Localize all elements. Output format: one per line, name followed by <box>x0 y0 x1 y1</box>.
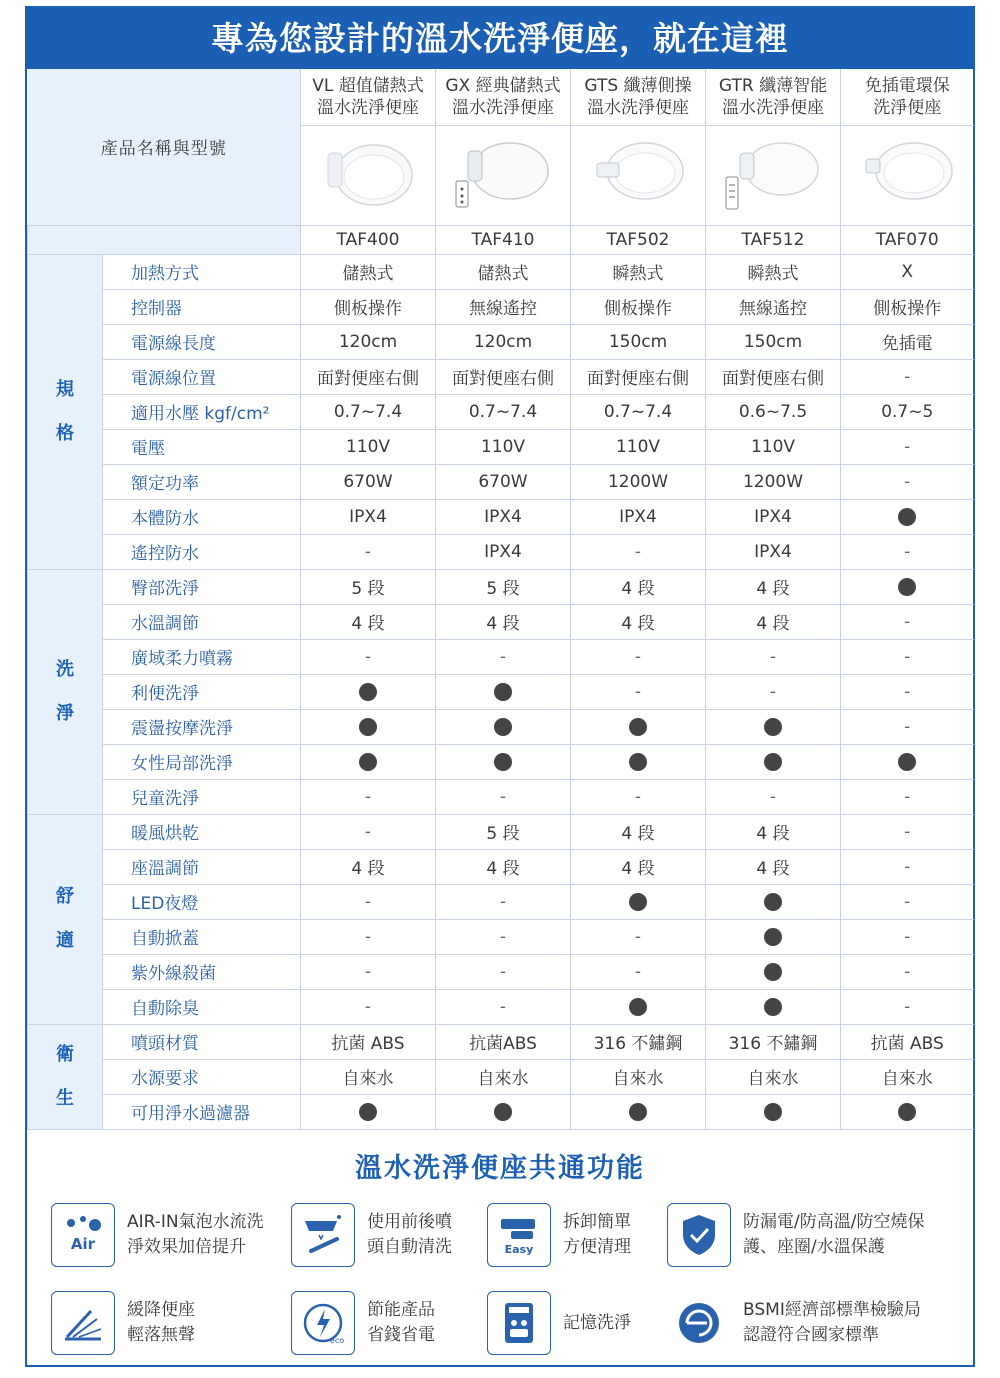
spec-value: - <box>841 674 974 709</box>
model-label-gap <box>28 225 301 254</box>
spec-row <box>28 639 974 674</box>
category-char-1: 舒 <box>56 886 74 907</box>
feature-name: 加熱方式 <box>103 254 301 289</box>
soft-close-icon <box>51 1291 115 1355</box>
dot-icon <box>494 1103 512 1121</box>
spec-value: - <box>841 429 974 464</box>
feature-dot <box>436 1094 571 1129</box>
feature-name: 噴頭材質 <box>103 1024 301 1059</box>
feature-eco <box>291 1291 435 1355</box>
feature-text-1: BSMI經濟部標準檢驗局 <box>743 1300 921 1320</box>
dot-icon <box>494 683 512 701</box>
spec-value: 4 段 <box>571 849 706 884</box>
spec-value: - <box>571 639 706 674</box>
spec-row <box>28 919 974 954</box>
feature-name: 暖風烘乾 <box>103 814 301 849</box>
page-title: 專為您設計的溫水洗淨便座，就在這裡 <box>27 8 973 69</box>
spec-value: - <box>841 884 974 919</box>
spec-value: - <box>571 674 706 709</box>
category-char-1: 規 <box>56 378 74 400</box>
shield-icon <box>667 1203 731 1267</box>
dot-icon <box>359 753 377 771</box>
spec-value: 自來水 <box>841 1059 974 1094</box>
spec-value: - <box>436 779 571 814</box>
dot-icon <box>359 683 377 701</box>
category-char-1: 洗 <box>56 658 74 680</box>
spec-value: - <box>301 534 436 569</box>
spec-value: 120cm <box>436 324 571 359</box>
product-image-3 <box>706 125 841 225</box>
spec-value: 0.7~5 <box>841 394 974 429</box>
spec-value: 4 段 <box>436 849 571 884</box>
product-image-4 <box>841 125 974 225</box>
spec-value: 自來水 <box>571 1059 706 1094</box>
spec-value: 5 段 <box>436 814 571 849</box>
spec-value: 670W <box>301 464 436 499</box>
spec-value: - <box>436 989 571 1024</box>
dot-icon <box>764 753 782 771</box>
spec-row <box>28 359 974 394</box>
spec-row <box>28 429 974 464</box>
feature-text-1: 防漏電/防高溫/防空燒保 <box>743 1212 925 1232</box>
spec-value: 0.7~7.4 <box>301 394 436 429</box>
spec-value: IPX4 <box>436 499 571 534</box>
feature-text-1: 節能產品 <box>367 1300 435 1320</box>
spec-value: 1200W <box>706 464 841 499</box>
dot-icon <box>764 718 782 736</box>
spec-value: 面對便座右側 <box>706 359 841 394</box>
feature-nozzle-clean <box>291 1203 452 1267</box>
category-char-2: 格 <box>56 422 74 444</box>
feature-text-2: 認證符合國家標準 <box>743 1325 879 1345</box>
spec-row <box>28 569 974 604</box>
dot-icon <box>898 753 916 771</box>
spec-value: - <box>436 954 571 989</box>
feature-text-1: 使用前後噴 <box>367 1212 452 1232</box>
spec-value: X <box>841 254 974 289</box>
product-name-0: VL 超值儲熱式 溫水洗淨便座 <box>301 69 436 125</box>
feature-text-2: 護、座圈/水溫保護 <box>743 1237 885 1257</box>
feature-name: 遙控防水 <box>103 534 301 569</box>
spec-value: 儲熱式 <box>436 254 571 289</box>
spec-value: - <box>571 534 706 569</box>
spec-value: IPX4 <box>436 534 571 569</box>
feature-text-1: 拆卸簡單 <box>563 1212 631 1232</box>
feature-name: 水溫調節 <box>103 604 301 639</box>
spec-row <box>28 394 974 429</box>
spec-value: 4 段 <box>706 569 841 604</box>
spec-value: 5 段 <box>436 569 571 604</box>
product-label: 產品名稱與型號 <box>28 69 301 225</box>
bsmi-icon <box>667 1291 731 1355</box>
product-image-0 <box>301 125 436 225</box>
feature-name: 兒童洗淨 <box>103 779 301 814</box>
spec-value: - <box>301 639 436 674</box>
spec-row <box>28 954 974 989</box>
spec-value: - <box>301 954 436 989</box>
model-2: TAF502 <box>571 225 706 254</box>
feature-dot <box>301 744 436 779</box>
spec-value: 4 段 <box>571 814 706 849</box>
spec-value: - <box>301 779 436 814</box>
feature-name: 震盪按摩洗淨 <box>103 709 301 744</box>
category-label <box>28 1024 103 1129</box>
feature-dot <box>436 744 571 779</box>
feature-dot <box>841 1094 974 1129</box>
product-name-3: GTR 纖薄智能 溫水洗淨便座 <box>706 69 841 125</box>
spec-row <box>28 1094 974 1129</box>
spec-value: - <box>301 814 436 849</box>
spec-value: - <box>841 989 974 1024</box>
spec-value: - <box>706 779 841 814</box>
spec-value: - <box>841 779 974 814</box>
spec-value: 側板操作 <box>841 289 974 324</box>
spec-row <box>28 464 974 499</box>
eco-energy-icon <box>291 1291 355 1355</box>
dot-icon <box>629 753 647 771</box>
feature-name: 可用淨水過濾器 <box>103 1094 301 1129</box>
dot-icon <box>764 928 782 946</box>
category-char-1: 衛 <box>56 1043 74 1065</box>
spec-row <box>28 744 974 779</box>
dot-icon <box>494 753 512 771</box>
feature-dot <box>841 744 974 779</box>
feature-dot <box>301 1094 436 1129</box>
spec-value: 4 段 <box>436 604 571 639</box>
feature-easy-remove <box>487 1203 631 1267</box>
spec-value: - <box>841 359 974 394</box>
spec-value: 110V <box>301 429 436 464</box>
feature-dot <box>571 989 706 1024</box>
spec-value: - <box>301 989 436 1024</box>
spec-row <box>28 884 974 919</box>
feature-name: 廣域柔力噴霧 <box>103 639 301 674</box>
feature-dot <box>571 744 706 779</box>
spec-row <box>28 289 974 324</box>
dot-icon <box>898 508 916 526</box>
feature-text-2: 省錢省電 <box>367 1325 435 1345</box>
spec-value: - <box>436 884 571 919</box>
feature-name: 臀部洗淨 <box>103 569 301 604</box>
spec-value: - <box>841 639 974 674</box>
dot-icon <box>898 578 916 596</box>
feature-text-1: 緩降便座 <box>127 1300 195 1320</box>
dot-icon <box>494 718 512 736</box>
dot-icon <box>764 998 782 1016</box>
feature-text-1: AIR-IN氣泡水流洗 <box>127 1212 264 1232</box>
feature-text-1: 記憶洗淨 <box>563 1312 631 1333</box>
spec-value: 316 不鏽鋼 <box>571 1024 706 1059</box>
feature-dot <box>706 709 841 744</box>
spec-value: 面對便座右側 <box>571 359 706 394</box>
feature-dot <box>436 674 571 709</box>
spec-row <box>28 709 974 744</box>
spec-row <box>28 604 974 639</box>
feature-text-2: 頭自動清洗 <box>367 1237 452 1257</box>
spec-value: IPX4 <box>301 499 436 534</box>
spec-value: - <box>841 919 974 954</box>
spec-value: - <box>571 954 706 989</box>
spec-value: 儲熱式 <box>301 254 436 289</box>
dot-icon <box>359 1103 377 1121</box>
spec-value: 5 段 <box>301 569 436 604</box>
category-label <box>28 254 103 569</box>
spec-value: IPX4 <box>571 499 706 534</box>
category-label <box>28 814 103 1024</box>
air-bubble-icon <box>51 1203 115 1267</box>
feature-dot <box>706 1094 841 1129</box>
spec-value: 110V <box>436 429 571 464</box>
feature-dot <box>841 499 974 534</box>
easy-text: Easy <box>504 1243 534 1256</box>
spec-value: 316 不鏽鋼 <box>706 1024 841 1059</box>
spec-value: 免插電 <box>841 324 974 359</box>
spec-row <box>28 1024 974 1059</box>
spec-value: 1200W <box>571 464 706 499</box>
spec-value: 150cm <box>571 324 706 359</box>
spec-row <box>28 534 974 569</box>
common-features-title: 溫水洗淨便座共通功能 <box>355 1153 645 1184</box>
feature-dot <box>706 954 841 989</box>
nozzle-clean-icon <box>291 1203 355 1267</box>
feature-name: 適用水壓 kgf/cm² <box>103 394 301 429</box>
feature-dot <box>571 884 706 919</box>
feature-dot <box>841 569 974 604</box>
feature-name: 電源線長度 <box>103 324 301 359</box>
spec-value: - <box>841 534 974 569</box>
spec-value: - <box>436 919 571 954</box>
spec-row <box>28 779 974 814</box>
feature-name: 自動掀蓋 <box>103 919 301 954</box>
spec-value: - <box>841 604 974 639</box>
spec-body <box>28 254 974 1129</box>
spec-row <box>28 254 974 289</box>
feature-name: 利便洗淨 <box>103 674 301 709</box>
feature-text-2: 淨效果加倍提升 <box>127 1237 246 1257</box>
spec-value: 110V <box>706 429 841 464</box>
spec-value: - <box>841 814 974 849</box>
spec-value: 120cm <box>301 324 436 359</box>
spec-row <box>28 499 974 534</box>
dot-icon <box>629 1103 647 1121</box>
feature-text-2: 輕落無聲 <box>127 1325 195 1345</box>
dot-icon <box>764 893 782 911</box>
category-label <box>28 569 103 814</box>
model-1: TAF410 <box>436 225 571 254</box>
spec-value: - <box>841 464 974 499</box>
feature-protection <box>667 1203 924 1267</box>
spec-row <box>28 674 974 709</box>
product-name-2: GTS 纖薄側操 溫水洗淨便座 <box>571 69 706 125</box>
spec-row <box>28 989 974 1024</box>
memory-card-icon <box>487 1291 551 1355</box>
spec-value: 無線遙控 <box>436 289 571 324</box>
dot-icon <box>629 718 647 736</box>
feature-name: 自動除臭 <box>103 989 301 1024</box>
spec-value: 0.7~7.4 <box>571 394 706 429</box>
feature-air-in <box>51 1203 264 1267</box>
spec-value: 0.6~7.5 <box>706 394 841 429</box>
feature-name: 本體防水 <box>103 499 301 534</box>
spec-value: - <box>571 919 706 954</box>
spec-value: 側板操作 <box>301 289 436 324</box>
spec-value: 瞬熱式 <box>706 254 841 289</box>
spec-value: - <box>841 709 974 744</box>
spec-value: 抗菌 ABS <box>841 1024 974 1059</box>
feature-dot <box>436 709 571 744</box>
spec-value: 0.7~7.4 <box>436 394 571 429</box>
category-char-2: 適 <box>56 930 74 951</box>
model-4: TAF070 <box>841 225 974 254</box>
feature-name: 控制器 <box>103 289 301 324</box>
spec-value: 4 段 <box>706 604 841 639</box>
feature-name: 額定功率 <box>103 464 301 499</box>
feature-memory <box>487 1291 631 1355</box>
eco-text: eco <box>329 1336 345 1345</box>
feature-name: 電壓 <box>103 429 301 464</box>
product-image-1 <box>436 125 571 225</box>
feature-soft-close <box>51 1291 195 1355</box>
spec-value: 4 段 <box>571 604 706 639</box>
feature-text-2: 方便清理 <box>563 1237 631 1257</box>
model-0: TAF400 <box>301 225 436 254</box>
spec-value: 4 段 <box>571 569 706 604</box>
feature-dot <box>301 709 436 744</box>
feature-name: 女性局部洗淨 <box>103 744 301 779</box>
spec-value: 4 段 <box>301 849 436 884</box>
dot-icon <box>764 963 782 981</box>
feature-name: LED夜燈 <box>103 884 301 919</box>
spec-value: 自來水 <box>301 1059 436 1094</box>
dot-icon <box>629 998 647 1016</box>
feature-dot <box>706 919 841 954</box>
spec-value: - <box>706 639 841 674</box>
spec-value: - <box>571 779 706 814</box>
spec-value: 抗菌ABS <box>436 1024 571 1059</box>
spec-value: - <box>841 954 974 989</box>
feature-name: 紫外線殺菌 <box>103 954 301 989</box>
product-name-4: 免插電環保 洗淨便座 <box>841 69 974 125</box>
spec-value: 4 段 <box>706 849 841 884</box>
air-text: Air <box>70 1235 96 1253</box>
spec-row <box>28 1059 974 1094</box>
spec-row <box>28 324 974 359</box>
spec-value: 面對便座右側 <box>301 359 436 394</box>
easy-remove-icon <box>487 1203 551 1267</box>
dot-icon <box>764 1103 782 1121</box>
feature-dot <box>571 709 706 744</box>
spec-value: IPX4 <box>706 499 841 534</box>
category-char-2: 淨 <box>56 702 74 724</box>
feature-bsmi <box>667 1291 921 1355</box>
spec-value: 面對便座右側 <box>436 359 571 394</box>
feature-name: 電源線位置 <box>103 359 301 394</box>
spec-value: IPX4 <box>706 534 841 569</box>
feature-dot <box>571 1094 706 1129</box>
feature-dot <box>706 989 841 1024</box>
feature-dot <box>706 884 841 919</box>
spec-value: 抗菌 ABS <box>301 1024 436 1059</box>
feature-name: 座溫調節 <box>103 849 301 884</box>
feature-dot <box>301 674 436 709</box>
spec-value: 4 段 <box>706 814 841 849</box>
spec-value: 側板操作 <box>571 289 706 324</box>
dot-icon <box>629 893 647 911</box>
comparison-table <box>27 69 974 1130</box>
feature-name: 水源要求 <box>103 1059 301 1094</box>
spec-value: 670W <box>436 464 571 499</box>
dot-icon <box>898 1103 916 1121</box>
spec-value: 150cm <box>706 324 841 359</box>
spec-value: 瞬熱式 <box>571 254 706 289</box>
model-3: TAF512 <box>706 225 841 254</box>
feature-dot <box>706 744 841 779</box>
spec-value: 自來水 <box>436 1059 571 1094</box>
spec-value: - <box>301 884 436 919</box>
spec-value: - <box>301 919 436 954</box>
product-name-1: GX 經典儲熱式 溫水洗淨便座 <box>436 69 571 125</box>
spec-value: 無線遙控 <box>706 289 841 324</box>
product-image-2 <box>571 125 706 225</box>
dot-icon <box>359 718 377 736</box>
spec-value: 110V <box>571 429 706 464</box>
spec-row <box>28 814 974 849</box>
spec-value: - <box>706 674 841 709</box>
comparison-panel <box>25 6 975 1367</box>
spec-value: 4 段 <box>301 604 436 639</box>
spec-value: 自來水 <box>706 1059 841 1094</box>
spec-value: - <box>841 849 974 884</box>
spec-value: - <box>436 639 571 674</box>
spec-row <box>28 849 974 884</box>
category-char-2: 生 <box>56 1087 74 1109</box>
